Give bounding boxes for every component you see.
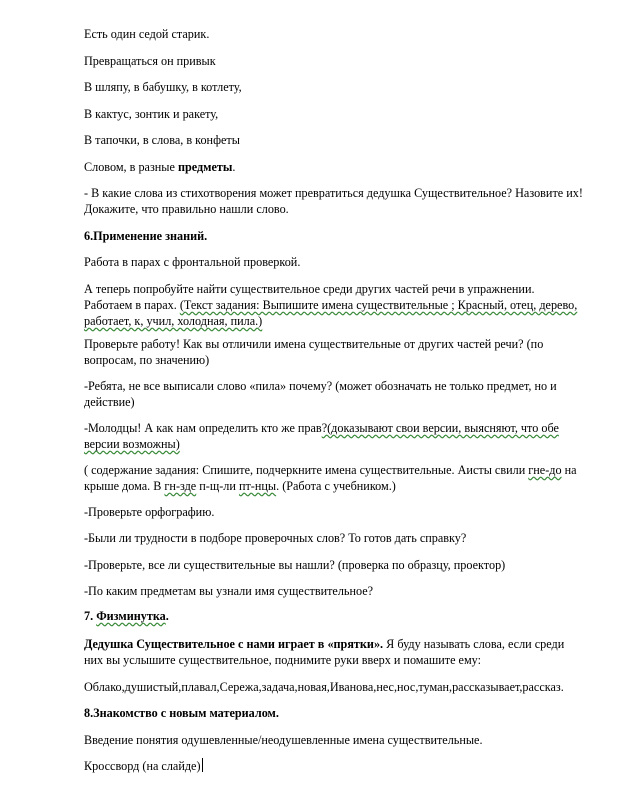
- task2-text-a: ( содержание задания: Спишите, подчеркните имена существительные. Аисты свили: [84, 463, 529, 477]
- spelling-line: -Проверьте орфографию.: [84, 505, 215, 519]
- poem-line-6-text: Словом, в разные: [84, 160, 178, 174]
- intro-line: Введение понятия одушевленные/неодушевленные имена существительные.: [84, 733, 483, 747]
- question-paragraph: - В какие слова из стихотворения может превратиться дедушка Существительное? Назовите их! Докажите, что правильно нашли слово.: [84, 186, 583, 216]
- section-7-dot: .: [165, 609, 169, 623]
- game-bold-text: Дедушка Существительное с нами играет в «прятки».: [84, 637, 384, 651]
- poem-line-4: В кактус, зонтик и ракету,: [84, 107, 219, 121]
- who-right-text: -Молодцы! А как нам определить кто же прав: [84, 421, 322, 435]
- check-paragraph: Проверьте работу! Как вы отличили имена существительные от других частей речи? (по вопросам, по значению): [84, 337, 544, 367]
- section-8-heading: 8.Знакомство с новым материалом.: [84, 706, 279, 720]
- task2-word-1: гне-до: [528, 463, 562, 477]
- section-6-heading: 6.Применение знаний.: [84, 229, 208, 243]
- words-line: Облако,душистый,плавал,Сережа,задача,новая,Иванова,нес,нос,туман,рассказывает,рассказ.: [84, 680, 564, 694]
- poem-line-6: [84, 159, 584, 175]
- section-7-number: 7.: [84, 609, 97, 623]
- poem-bold-word: предметы: [177, 160, 233, 174]
- pair-work-text: Работа в парах с фронтальной проверкой.: [84, 255, 301, 269]
- task2-paragraph: [84, 462, 584, 494]
- poem-line-2: Превращаться он привык: [84, 54, 216, 68]
- who-right-note: ?(доказывают свои версии, выясняют, что обе версии возможны): [84, 421, 559, 451]
- crossword-text: Кроссворд (на слайде): [84, 759, 201, 773]
- task-text: (Текст задания: Выпишите имена существительные ; Красный, отец, дерево, работает, к, учил, холодная, пила.): [84, 298, 578, 328]
- found-line: -Проверьте, все ли существительные вы нашли? (проверка по образцу, проектор): [84, 558, 506, 572]
- poem-line-3: В шляпу, в бабушку, в котлету,: [84, 80, 242, 94]
- task-intro: А теперь попробуйте найти существительное среди других частей речи в упражнении. Работаем в парах.: [84, 282, 535, 312]
- section-7-title: Физминутка: [96, 609, 166, 623]
- section-7-heading: [84, 608, 584, 624]
- task-paragraph: [84, 281, 584, 329]
- saw-paragraph: -Ребята, не все выписали слово «пила» почему? (может обозначать не только предмет, но и действие): [84, 379, 557, 409]
- poem-period: .: [232, 160, 236, 174]
- task2-text-b: на крыше дома. В: [84, 463, 577, 493]
- task2-text-d: . (Работа с учебником.): [276, 479, 396, 493]
- text-cursor: [202, 758, 203, 772]
- difficulties-line: -Были ли трудности в подборе проверочных слов? То готов дать справку?: [84, 531, 467, 545]
- task2-text-c: п-щ-ли: [196, 479, 239, 493]
- crossword-line[interactable]: [84, 758, 584, 774]
- task2-word-3: пт-нцы: [238, 479, 277, 493]
- game-rest-text: Я буду называть слова, если среди них вы услышите существительное, поднимите руки вверх и помашите ему:: [84, 637, 565, 667]
- subjects-line: -По каким предметам вы узнали имя существительное?: [84, 584, 374, 598]
- game-paragraph: [84, 636, 584, 668]
- poem-line-1: Есть один седой старик.: [84, 27, 210, 41]
- poem-line-5: В тапочки, в слова, в конфеты: [84, 133, 240, 147]
- who-right-paragraph: [84, 420, 584, 452]
- task2-word-2: гн-зде: [164, 479, 197, 493]
